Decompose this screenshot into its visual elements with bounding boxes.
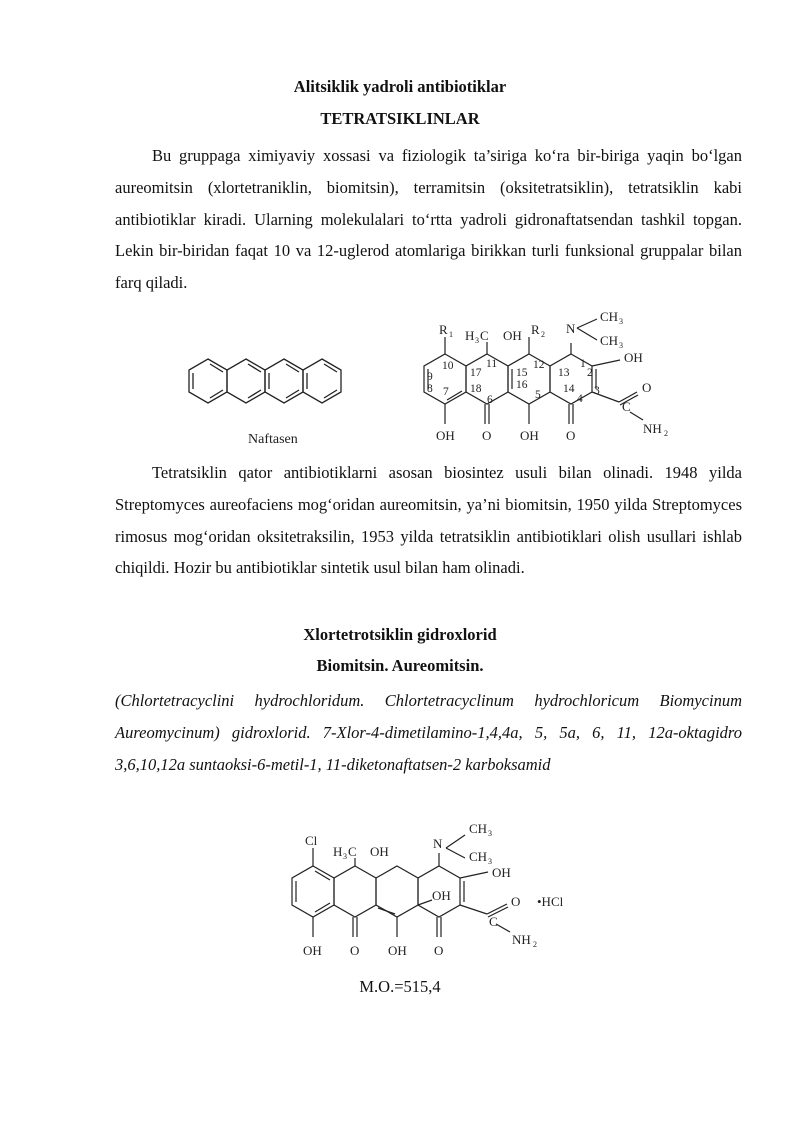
ch3-lower-subscript: 3 — [619, 341, 623, 350]
ch3-upper-label: CH — [469, 821, 488, 836]
h3c-label: H — [333, 844, 343, 859]
atom-number-6: 6 — [487, 394, 493, 406]
nitrogen-label: N — [566, 321, 576, 336]
atom-number-11: 11 — [486, 358, 498, 370]
atom-number-8: 8 — [427, 383, 433, 395]
atom-number-5: 5 — [535, 389, 541, 401]
atom-number-14: 14 — [563, 383, 575, 395]
oh-middle-label: OH — [432, 888, 451, 903]
atom-number-15: 15 — [516, 367, 528, 379]
section-heading: Alitsiklik yadroli antibiotiklar — [293, 77, 507, 96]
o-bottom-4: O — [434, 943, 444, 958]
r1-subscript: 1 — [449, 330, 453, 339]
subsection-heading: TETRATSIKLINLAR — [320, 109, 480, 128]
atom-number-4: 4 — [577, 393, 583, 405]
compound-description: (Chlortetracyclini hydrochloridum. Chlortetracyclinum hydrochloricum Biomycinum Aureomycinum) gidroxlorid. 7-Xlor-4-dimetilamino-1,4,4a, 5, 5a, 6, 11, 12a-oktagidro 3,6,10,12a suntaoksi-6-metil-1, 11-diketonaftatsen-2 karboksamid — [115, 691, 742, 774]
atom-number-16: 16 — [516, 379, 528, 391]
h3c-label: H — [465, 328, 475, 343]
r2-subscript: 2 — [541, 330, 545, 339]
o-bottom-2: O — [482, 428, 492, 443]
atom-number-9: 9 — [427, 371, 433, 383]
oh-bottom-3: OH — [388, 943, 407, 958]
r1-label: R — [439, 322, 448, 337]
naphthacene-structure — [185, 340, 375, 450]
compound-heading: Xlortetrotsiklin gidroxlorid — [303, 625, 497, 644]
chlorine-label: Cl — [305, 833, 318, 848]
ch3-upper-label: CH — [600, 309, 619, 324]
r2-label: R — [531, 322, 540, 337]
atom-number-3: 3 — [594, 385, 600, 397]
oh-bottom-1: OH — [303, 943, 322, 958]
synthesis-paragraph: Tetratsiklin qator antibiotiklarni asosan biosintez usuli bilan olinadi. 1948 yilda Streptomyces aureofaciens mog‘oridan aureomitsin, ya’ni biomitsin, 1950 yilda Streptomyces rimosus mog‘oridan oksitetraksilin, 1953 yilda tetratsiklin antibiotiklari olish usullari ishlab chiqildi. Hozir bu antibiotiklar sintetik usul bilan ham olinadi. — [115, 463, 742, 578]
amide-carbon-label: C — [622, 399, 631, 414]
oh-bottom-3: OH — [520, 428, 539, 443]
h3c-subscript: 3 — [475, 336, 479, 345]
chlortetracycline-structure — [280, 820, 590, 965]
nh2-label: NH — [643, 421, 662, 436]
compound-synonyms: Biomitsin. Aureomitsin. — [316, 656, 484, 675]
nh2-subscript: 2 — [533, 940, 537, 949]
oh-bottom-1: OH — [436, 428, 455, 443]
tetracycline-general-structure — [412, 306, 702, 448]
atom-number-10: 10 — [442, 360, 454, 372]
h3c-carbon: C — [348, 844, 357, 859]
ch3-lower-label: CH — [469, 849, 488, 864]
oh-right-label: OH — [492, 865, 511, 880]
naphthacene-label: Naftasen — [248, 432, 298, 447]
oh-top-label: OH — [503, 328, 522, 343]
molecular-weight: M.O.=515,4 — [359, 977, 441, 996]
intro-paragraph: Bu gruppaga ximiyaviy xossasi va fiziologik ta’siriga ko‘ra bir-biriga yaqin bo‘lgan aureomitsin (xlortetraniklin, biomitsin), terramitsin (oksitetratsiklin), tetratsiklin kabi antibiotiklar kiradi. Ularning molekulalari to‘rtta yadroli gidronaftatsendan tashkil topgan. Lekin bir-biridan faqat 10 va 12-uglerod atomlariga birikkan turli funksional gruppalar bilan farq qiladi. — [115, 146, 742, 293]
oh-top-label: OH — [370, 844, 389, 859]
amide-oxygen-label: O — [642, 380, 652, 395]
ch3-lower-subscript: 3 — [488, 857, 492, 866]
h3c-carbon: C — [480, 328, 489, 343]
oh-right-label: OH — [624, 350, 643, 365]
atom-number-1: 1 — [580, 358, 586, 370]
atom-number-7: 7 — [443, 386, 449, 398]
nh2-label: NH — [512, 932, 531, 947]
atom-number-13: 13 — [558, 367, 570, 379]
nitrogen-label: N — [433, 836, 443, 851]
h3c-subscript: 3 — [343, 852, 347, 861]
atom-number-17: 17 — [470, 367, 482, 379]
atom-number-2: 2 — [587, 367, 593, 379]
hcl-label: •HCl — [537, 894, 564, 909]
amide-carbon-label: C — [489, 914, 498, 929]
o-bottom-2: O — [350, 943, 360, 958]
atom-number-18: 18 — [470, 383, 482, 395]
ch3-lower-label: CH — [600, 333, 619, 348]
o-bottom-4: O — [566, 428, 576, 443]
atom-number-12: 12 — [533, 359, 545, 371]
amide-oxygen-label: O — [511, 894, 521, 909]
nh2-subscript: 2 — [664, 429, 668, 438]
ch3-upper-subscript: 3 — [619, 317, 623, 326]
ch3-upper-subscript: 3 — [488, 829, 492, 838]
